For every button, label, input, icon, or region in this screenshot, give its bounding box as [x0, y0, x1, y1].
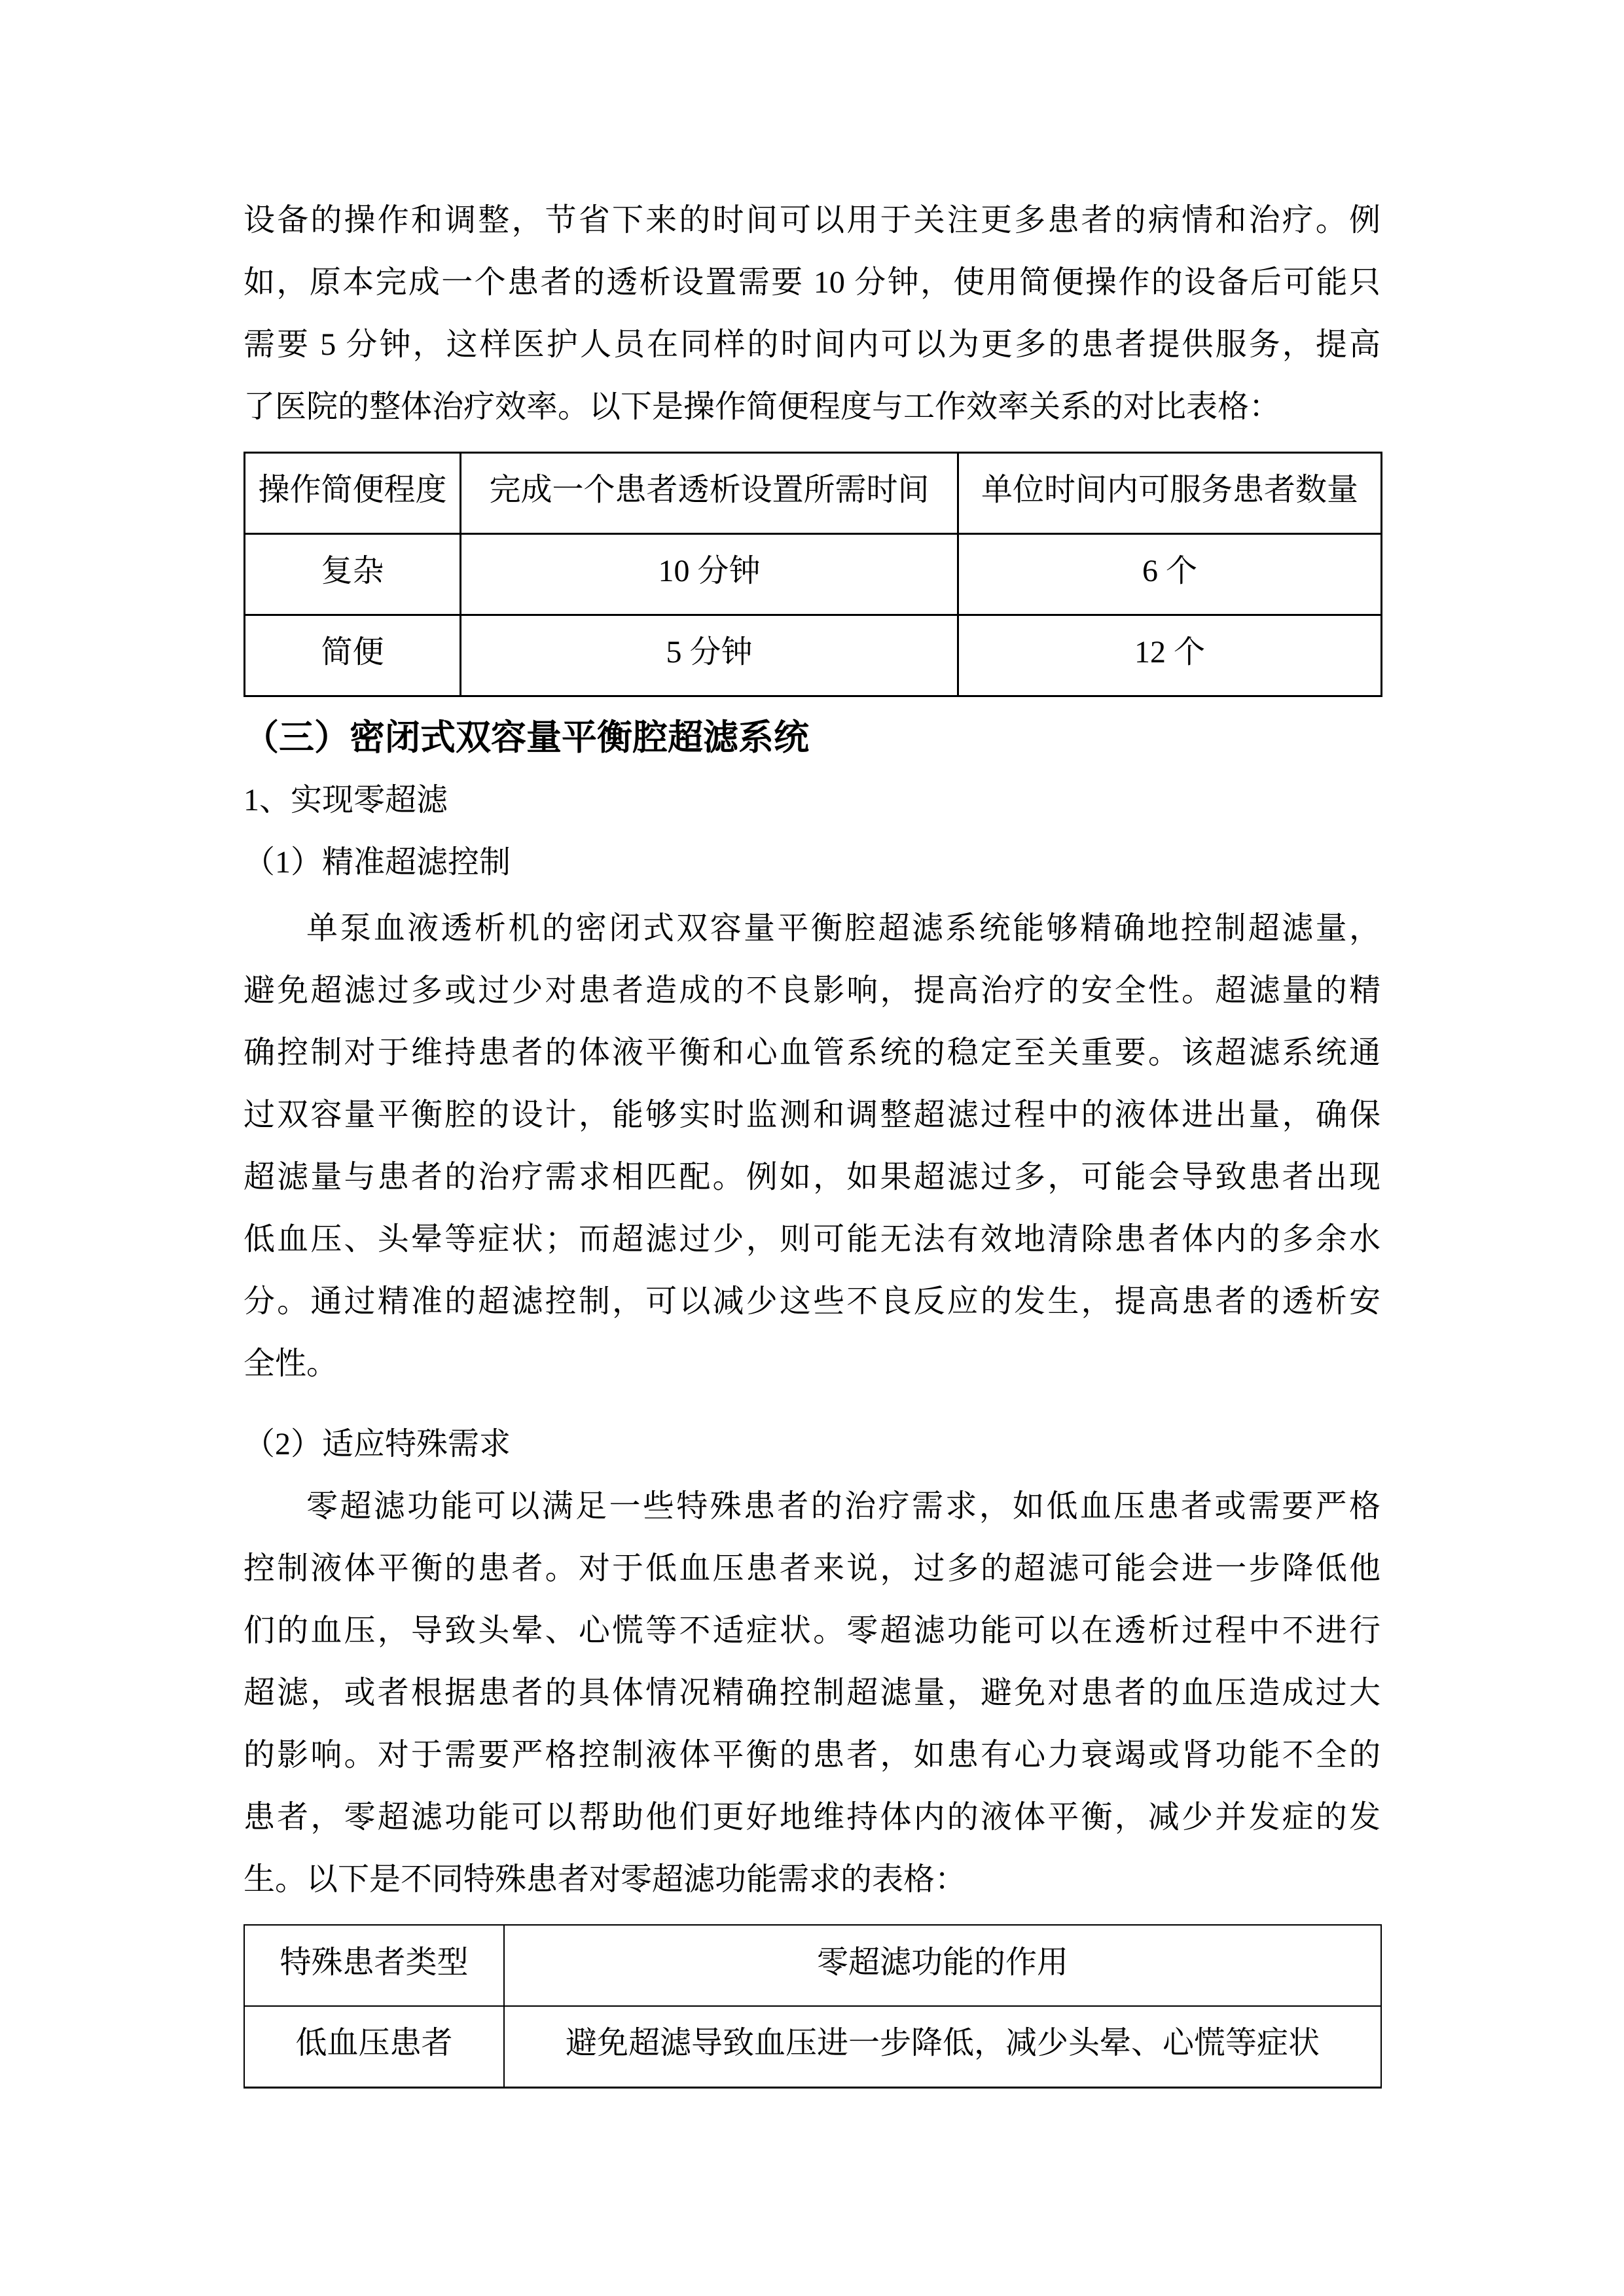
- subheading-numbered: 1、实现零超滤: [244, 783, 448, 817]
- paragraph-line: 的影响。对于需要严格控制液体平衡的患者，如患有心力衰竭或肾功能不全的: [244, 1738, 1380, 1772]
- paragraph-line: 零超滤功能可以满足一些特殊患者的治疗需求，如低血压患者或需要严格: [306, 1489, 1380, 1524]
- paragraph-line: 过双容量平衡腔的设计，能够实时监测和调整超滤过程中的液体进出量，确保: [244, 1098, 1380, 1132]
- efficiency-comparison-table: [244, 452, 1382, 697]
- paragraph-line: 超滤量与患者的治疗需求相匹配。例如，如果超滤过多，可能会导致患者出现: [244, 1160, 1380, 1194]
- paragraph-line: 避免超滤过多或过少对患者造成的不良影响，提高治疗的安全性。超滤量的精: [244, 973, 1380, 1008]
- zero-uf-needs-table: [244, 1924, 1382, 2089]
- paragraph-line: 如，原本完成一个患者的透析设置需要 10 分钟，使用简便操作的设备后可能只: [244, 265, 1380, 300]
- table1-cell: 12 个: [958, 615, 1382, 696]
- paragraph-line: 分。通过精准的超滤控制，可以减少这些不良反应的发生，提高患者的透析安: [244, 1284, 1380, 1319]
- table1-header-setup-time: 完成一个患者透析设置所需时间: [461, 453, 958, 534]
- paragraph-precise-ultrafiltration: [244, 897, 1380, 1395]
- paragraph-line: 单泵血液透析机的密闭式双容量平衡腔超滤系统能够精确地控制超滤量，: [306, 911, 1380, 946]
- paragraph-line: 超滤，或者根据患者的具体情况精确控制超滤量，避免对患者的血压造成过大: [244, 1676, 1380, 1710]
- table-row: [245, 615, 1382, 696]
- paragraph-line: 患者，零超滤功能可以帮助他们更好地维持体内的液体平衡，减少并发症的发: [244, 1800, 1380, 1835]
- paragraph-line: 确控制对于维持患者的体液平衡和心血管系统的稳定至关重要。该超滤系统通: [244, 1035, 1380, 1070]
- table1-cell: 简便: [245, 615, 461, 696]
- table1-cell: 6 个: [958, 534, 1382, 615]
- table-row: [244, 2006, 1381, 2087]
- table1-cell: 10 分钟: [461, 534, 958, 615]
- subheading-point-1: （1）精准超滤控制: [244, 845, 511, 880]
- paragraph-line: 了医院的整体治疗效率。以下是操作简便程度与工作效率关系的对比表格：: [244, 389, 1281, 424]
- paragraph-line: 低血压、头晕等症状；而超滤过少，则可能无法有效地清除患者体内的多余水: [244, 1222, 1380, 1257]
- table2-cell: 避免超滤导致血压进一步降低，减少头晕、心慌等症状: [504, 2006, 1381, 2087]
- table1-cell: 复杂: [245, 534, 461, 615]
- paragraph-efficiency: [244, 189, 1380, 438]
- paragraph-special-needs: [244, 1475, 1380, 1910]
- subheading-point-2: （2）适应特殊需求: [244, 1427, 511, 1462]
- paragraph-line: 生。以下是不同特殊患者对零超滤功能需求的表格：: [244, 1862, 967, 1897]
- table1-header-patients-served: 单位时间内可服务患者数量: [958, 453, 1382, 534]
- table-row: [245, 534, 1382, 615]
- table1-cell: 5 分钟: [461, 615, 958, 696]
- paragraph-line: 们的血压，导致头晕、心慌等不适症状。零超滤功能可以在透析过程中不进行: [244, 1613, 1380, 1648]
- table-header-row: [245, 453, 1382, 534]
- table2-header-function-role: 零超滤功能的作用: [504, 1925, 1381, 2006]
- section-heading: （三）密闭式双容量平衡腔超滤系统: [244, 718, 809, 757]
- table1-header-simplicity: 操作简便程度: [245, 453, 461, 534]
- table2-header-patient-type: 特殊患者类型: [244, 1925, 504, 2006]
- paragraph-line: 设备的操作和调整，节省下来的时间可以用于关注更多患者的病情和治疗。例: [244, 203, 1380, 238]
- table2-cell: 低血压患者: [244, 2006, 504, 2087]
- paragraph-line: 全性。: [244, 1346, 338, 1381]
- paragraph-line: 控制液体平衡的患者。对于低血压患者来说，过多的超滤可能会进一步降低他: [244, 1551, 1380, 1586]
- table-header-row: [244, 1925, 1381, 2006]
- paragraph-line: 需要 5 分钟，这样医护人员在同样的时间内可以为更多的患者提供服务，提高: [244, 327, 1380, 362]
